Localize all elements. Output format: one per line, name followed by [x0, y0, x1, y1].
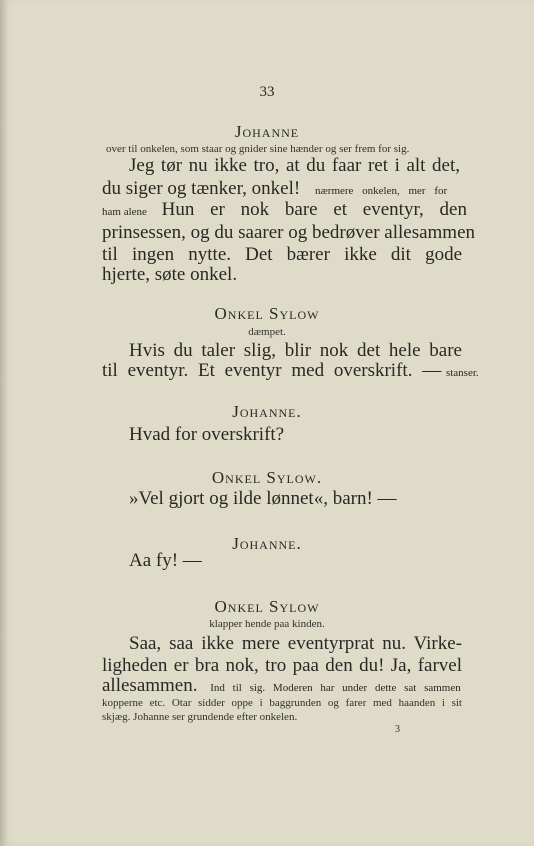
- inline-stage-direction: nærmere onkelen, mer for: [314, 185, 448, 197]
- dialogue-line: »Vel gjort og ilde lønnet«, barn! —: [129, 488, 397, 509]
- speaker-johanne: Johanne.: [232, 402, 302, 421]
- speaker-johanne: Johanne: [234, 122, 300, 141]
- dialogue-line: [102, 675, 461, 697]
- dialogue-text: du siger og tænker, onkel!: [102, 178, 301, 199]
- page-number: 33: [259, 84, 275, 100]
- stage-direction: kopperne etc. Otar sidder oppe i baggrunden og farer med haanden i sit: [102, 697, 462, 709]
- inline-stage-direction: ham alene: [102, 206, 147, 218]
- dialogue-line: ligheden er bra nok, tro paa den du! Ja, farvel: [102, 655, 462, 676]
- dialogue-text: allesammen.: [102, 675, 198, 696]
- speaker-johanne: Johanne.: [232, 534, 302, 553]
- stage-direction: klapper hende paa kinden.: [209, 618, 325, 630]
- dialogue-line: Hvad for overskrift?: [129, 424, 285, 445]
- speaker-onkel-sylow: Onkel Sylow.: [211, 468, 323, 487]
- dialogue-line: Aa fy! —: [129, 550, 202, 571]
- dialogue-line: prinsessen, og du saarer og bedrøver allesammen: [102, 222, 476, 243]
- dialogue-text: Hun er nok bare et eventyr, den: [161, 199, 467, 220]
- speaker-onkel-sylow: Onkel Sylow: [214, 304, 320, 323]
- dialogue-text: til eventyr. Et eventyr med overskrift. —: [102, 360, 442, 381]
- inline-stage-direction: stanser.: [445, 367, 479, 379]
- stage-direction: skjæg. Johanne ser grundende efter onkelen.: [102, 711, 298, 723]
- dialogue-line: Hvis du taler slig, blir nok det hele bare: [129, 340, 462, 361]
- dialogue-line: til ingen nytte. Det bærer ikke dit gode: [102, 244, 462, 265]
- dialogue-line: Saa, saa ikke mere eventyrprat nu. Virke-: [129, 633, 462, 654]
- stage-direction: over til onkelen, som staar og gnider sine hænder og ser frem for sig.: [106, 143, 410, 155]
- signature-mark: 3: [395, 724, 400, 735]
- dialogue-line: hjerte, søte onkel.: [102, 264, 238, 285]
- dialogue-line: [102, 178, 447, 200]
- speaker-onkel-sylow: Onkel Sylow: [214, 597, 320, 616]
- dialogue-line: [102, 199, 467, 221]
- inline-stage-direction: Ind til sig. Moderen har under dette sat sammen: [210, 682, 461, 694]
- dialogue-line: Jeg tør nu ikke tro, at du faar ret i alt det,: [129, 155, 460, 176]
- stage-direction: dæmpet.: [248, 326, 286, 338]
- dialogue-line: [102, 360, 479, 382]
